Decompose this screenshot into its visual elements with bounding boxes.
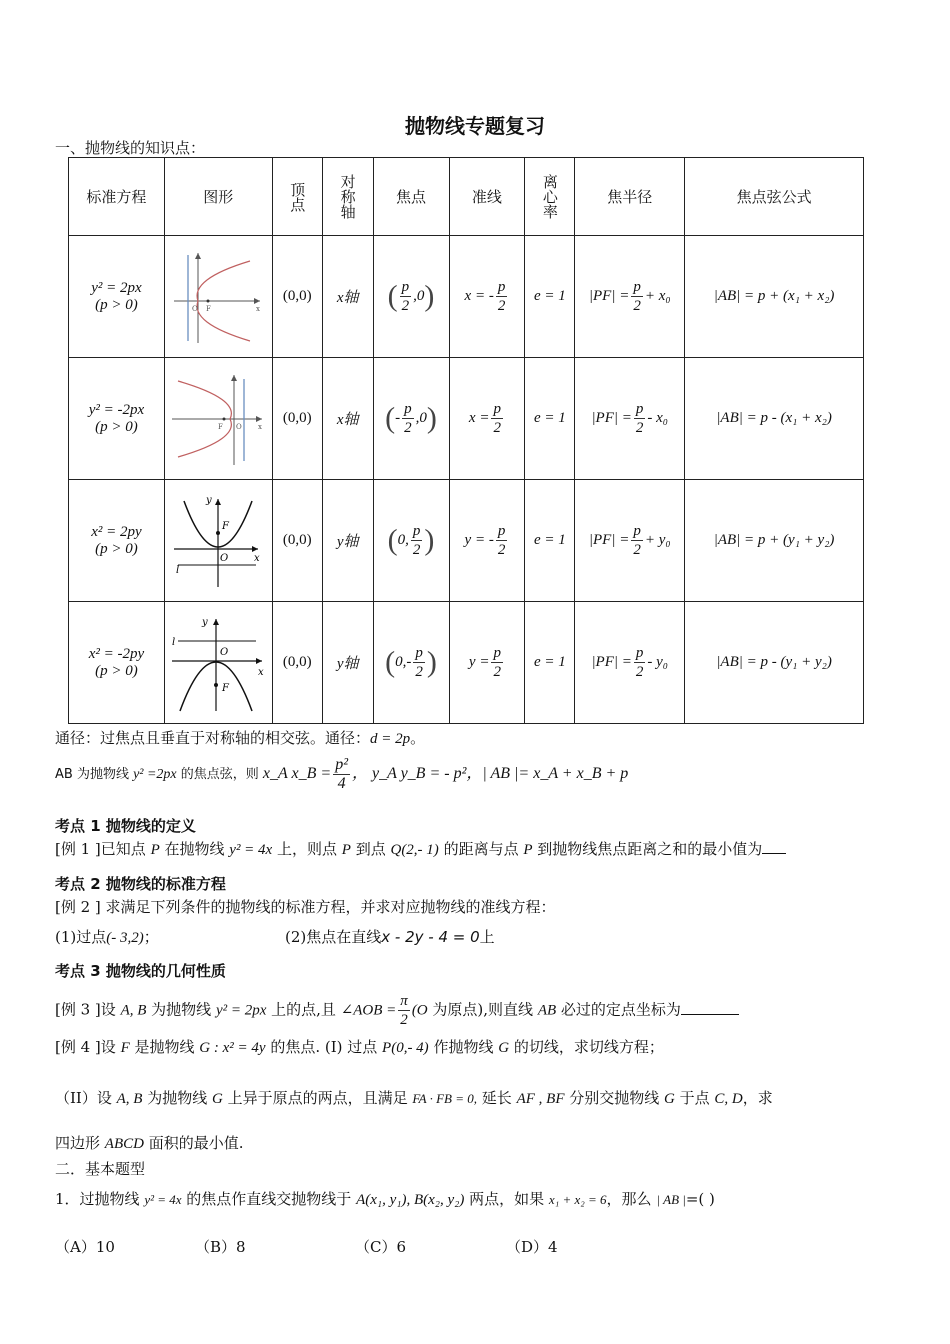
svg-text:F: F [222, 520, 230, 532]
page-title: 抛物线专题复习 [405, 114, 545, 138]
option-b[interactable]: （B）8 [195, 1238, 246, 1256]
example-4-part-2-cont: 四边形 ABCD 面积的最小值. [55, 1134, 244, 1152]
ecc-cell: e = 1 [525, 602, 575, 724]
ecc-cell: e = 1 [525, 236, 575, 358]
std-eq-cond: (p > 0) [95, 540, 138, 557]
table-row [69, 602, 864, 724]
focal-radius-cell: |PF| = $\frac{p}{2}$ - x₀ [575, 358, 685, 480]
svg-text:x: x [258, 422, 263, 431]
svg-text:O: O [236, 422, 243, 431]
focal-chord-line: AB 为抛物线 y² =2px 的焦点弦，则 x_A x_B = $\frac{\text{p²}}{4}$ ， y_A y_B = - p²，| AB |= x_A + x_B + p [55, 756, 629, 792]
focal-radius-cell: |PF| = $\frac{p}{2}$ + x₀ [575, 236, 685, 358]
vertex-cell: (0,0) [272, 602, 322, 724]
axis-cell: y轴 [322, 602, 373, 724]
axis-cell: x轴 [322, 358, 373, 480]
svg-text:O: O [220, 552, 229, 564]
std-eq-cell [69, 480, 165, 602]
std-eq-cell [69, 602, 165, 724]
parabola-down-graph [168, 613, 268, 713]
ecc-cell: e = 1 [525, 358, 575, 480]
svg-text:y: y [206, 494, 212, 506]
svg-text:x: x [258, 666, 264, 678]
option-d[interactable]: （D）4 [506, 1238, 558, 1256]
std-eq: x² = 2py [91, 523, 142, 540]
svg-text:F: F [206, 304, 212, 313]
std-eq: x² = -2py [88, 645, 145, 662]
std-eq-cond: (p > 0) [95, 296, 138, 313]
svg-text:F: F [218, 422, 224, 431]
parabola-right-graph [170, 249, 266, 345]
header-vertex: 顶点 [272, 158, 322, 236]
section-heading-2: 二．基本题型 [55, 1160, 146, 1178]
ecc-cell: e = 1 [525, 480, 575, 602]
example-4-part-2: （II）设 A, B 为抛物线 G 上异于原点的两点，且满足 FA · FB = 0, 延长 AF , BF 分别交抛物线 G 于点 C, D，求 [55, 1089, 773, 1107]
example-2-part-1: (1)过点(- 3,2)； [55, 928, 159, 946]
header-axis: 对称轴 [322, 158, 373, 236]
header-eccentricity: 离心率 [525, 158, 575, 236]
header-focal-chord: 焦点弦公式 [685, 158, 864, 236]
svg-text:x: x [256, 304, 261, 313]
table-row [69, 236, 864, 358]
answer-blank[interactable] [762, 853, 786, 854]
focal-radius-cell: |PF| = $\frac{p}{2}$ - y₀ [575, 602, 685, 724]
std-eq: y² = -2px [88, 401, 145, 418]
topic-3-heading: 考点 3 抛物线的几何性质 [55, 962, 226, 980]
header-focal-radius: 焦半径 [575, 158, 685, 236]
example-3: [例 3 ]设 A, B 为抛物线 y² = 2px 上的点,且 ∠AOB = $\frac{\pi}{2}$ (O 为原点),则直线 AB 必过的定点坐标为 [55, 992, 739, 1029]
parabola-up-graph [170, 493, 266, 589]
example-4: [例 4 ]设 F 是抛物线 G : x² = 4y 的焦点. (I) 过点 P(0,- 4) 作抛物线 G 的切线，求切线方程； [55, 1038, 664, 1056]
focal-radius-cell: |PF| = $\frac{p}{2}$ + y₀ [575, 480, 685, 602]
svg-text:O: O [192, 304, 199, 313]
chord-cell: |AB| = p + (x₁ + x₂) [685, 236, 864, 358]
graph-cell [164, 480, 272, 602]
svg-text:l: l [172, 636, 176, 648]
focus-cell: ( $\frac{p}{2}$ ,0) [373, 236, 449, 358]
example-2-part-2: (2)焦点在直线x - 2y - 4 = 0上 [285, 928, 495, 946]
std-eq-cell [69, 236, 165, 358]
header-focus: 焦点 [373, 158, 449, 236]
svg-text:F: F [222, 682, 230, 694]
knowledge-table [68, 157, 864, 724]
vertex-cell: (0,0) [272, 236, 322, 358]
topic-1-heading: 考点 1 抛物线的定义 [55, 817, 196, 835]
std-eq-cond: (p > 0) [95, 418, 138, 435]
header-std-eq: 标准方程 [69, 158, 165, 236]
table-header-row [69, 158, 864, 236]
directrix-cell: x = $\frac{p}{2}$ [449, 358, 525, 480]
graph-cell [164, 358, 272, 480]
svg-text:O: O [220, 646, 229, 658]
svg-text:l: l [176, 564, 180, 576]
directrix-cell: y = $\frac{p}{2}$ [449, 602, 525, 724]
graph-cell [164, 236, 272, 358]
focus-cell: (0, $\frac{p}{2}$ ) [373, 480, 449, 602]
directrix-cell: y = - $\frac{p}{2}$ [449, 480, 525, 602]
vertex-cell: (0,0) [272, 480, 322, 602]
graph-cell [164, 602, 272, 724]
section-heading-1: 一、抛物线的知识点： [55, 139, 206, 157]
tongjing-line: 通径：过焦点且垂直于对称轴的相交弦。通径：d = 2p。 [55, 729, 426, 747]
vertex-cell: (0,0) [272, 358, 322, 480]
axis-cell: x轴 [322, 236, 373, 358]
option-a[interactable]: （A）10 [55, 1238, 115, 1256]
topic-2-heading: 考点 2 抛物线的标准方程 [55, 875, 226, 893]
example-1: [例 1 ]已知点 P 在抛物线 y² = 4x 上，则点 P 到点 Q(2,- 1) 的距离与点 P 到抛物线焦点距离之和的最小值为 [55, 838, 786, 859]
table-row [69, 358, 864, 480]
example-2: [例 2 ] 求满足下列条件的抛物线的标准方程，并求对应抛物线的准线方程： [55, 898, 556, 916]
std-eq-cell [69, 358, 165, 480]
header-directrix: 准线 [449, 158, 525, 236]
table-row [69, 480, 864, 602]
focus-cell: (0,- $\frac{p}{2}$ ) [373, 602, 449, 724]
answer-blank[interactable] [681, 1014, 739, 1015]
chord-cell: |AB| = p - (x₁ + x₂) [685, 358, 864, 480]
svg-text:x: x [254, 552, 260, 564]
std-eq-cond: (p > 0) [95, 662, 138, 679]
chord-cell: |AB| = p - (y₁ + y₂) [685, 602, 864, 724]
std-eq: y² = 2px [91, 279, 142, 296]
chord-cell: |AB| = p + (y₁ + y₂) [685, 480, 864, 602]
directrix-cell: x = - $\frac{p}{2}$ [449, 236, 525, 358]
svg-text:y: y [202, 616, 208, 628]
parabola-left-graph [168, 371, 268, 467]
focus-cell: (- $\frac{p}{2}$ ,0) [373, 358, 449, 480]
question-1: 1．过抛物线 y² = 4x 的焦点作直线交抛物线于 A(x₁, y₁), B(x₂, y₂) 两点，如果 x₁ + x₂ = 6，那么 | AB |=( ) [55, 1190, 715, 1208]
header-graph: 图形 [164, 158, 272, 236]
axis-cell: y轴 [322, 480, 373, 602]
option-c[interactable]: （C）6 [355, 1238, 407, 1256]
